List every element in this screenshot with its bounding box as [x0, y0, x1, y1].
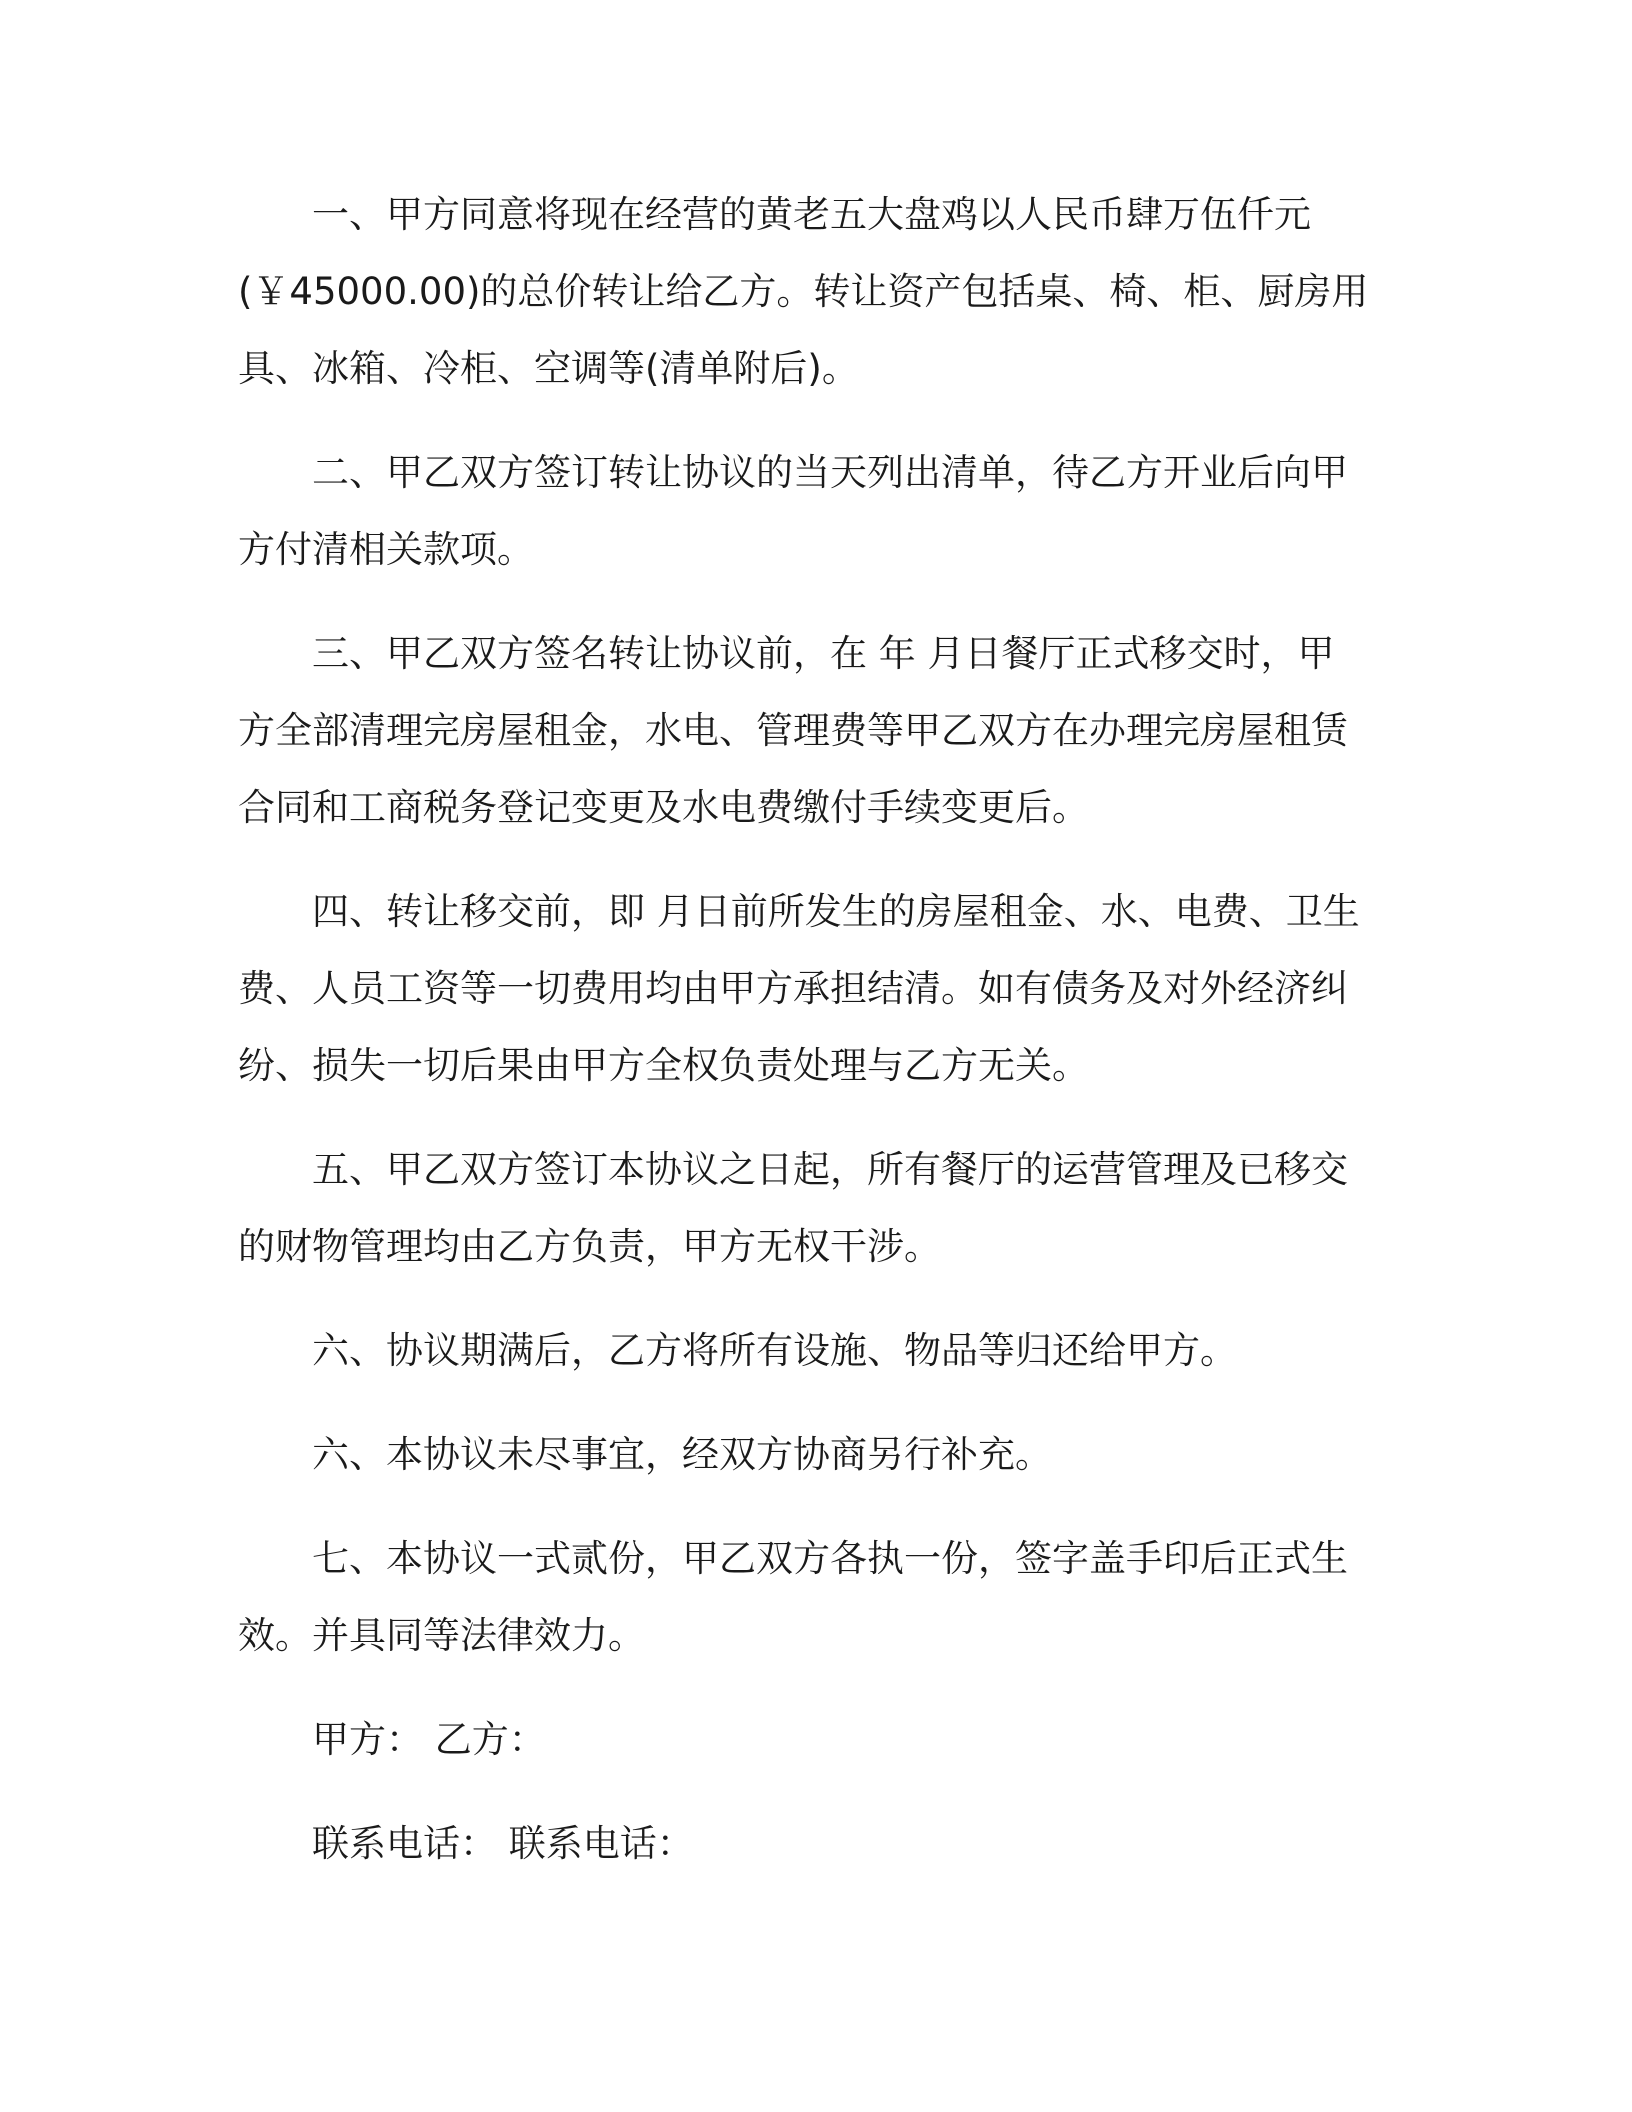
- clause-line: 费、人员工资等一切费用均由甲方承担结清。如有债务及对外经济纠: [238, 967, 1348, 1010]
- clause-line: (￥45000.00)的总价转让给乙方。转让资产包括桌、椅、柜、厨房用: [238, 270, 1369, 313]
- clause-line: 方付清相关款项。: [238, 528, 534, 571]
- clause-line: 二、甲乙双方签订转让协议的当天列出清单，待乙方开业后向甲: [312, 451, 1348, 494]
- clause-line: 五、甲乙双方签订本协议之日起，所有餐厅的运营管理及已移交: [312, 1148, 1348, 1191]
- document-body: [238, 176, 1392, 1909]
- clause-4: [238, 873, 1392, 1104]
- clause-line: 具、冰箱、冷柜、空调等(清单附后)。: [238, 347, 859, 390]
- clause-line: 三、甲乙双方签名转让协议前，在 年 月日餐厅正式移交时，甲: [312, 632, 1335, 675]
- clause-line: 合同和工商税务登记变更及水电费缴付手续变更后。: [238, 786, 1089, 829]
- clause-1: [238, 176, 1392, 407]
- clause-line: 四、转让移交前，即 月日前所发生的房屋租金、水、电费、卫生: [312, 890, 1360, 933]
- clause-3: [238, 615, 1392, 846]
- clause-line: 效。并具同等法律效力。: [238, 1614, 645, 1657]
- signature-phones-line: 联系电话： 联系电话：: [312, 1822, 694, 1865]
- signature-parties-line: 甲方： 乙方：: [312, 1718, 546, 1761]
- clause-6: [238, 1312, 1392, 1389]
- clause-line: 的财物管理均由乙方负责，甲方无权干涉。: [238, 1225, 941, 1268]
- clause-line: 方全部清理完房屋租金，水电、管理费等甲乙双方在办理完房屋租赁: [238, 709, 1348, 752]
- clause-line: 六、本协议未尽事宜，经双方协商另行补充。: [312, 1433, 1052, 1476]
- clause-7: [238, 1520, 1392, 1674]
- clause-line: 六、协议期满后，乙方将所有设施、物品等归还给甲方。: [312, 1329, 1237, 1372]
- clause-line: 七、本协议一式贰份，甲乙双方各执一份，签字盖手印后正式生: [312, 1537, 1348, 1580]
- clause-line: 纷、损失一切后果由甲方全权负责处理与乙方无关。: [238, 1044, 1089, 1087]
- clause-5: [238, 1131, 1392, 1285]
- clause-2: [238, 434, 1392, 588]
- clause-6b: [238, 1416, 1392, 1493]
- signature-parties: [238, 1701, 1392, 1778]
- clause-line: 一、甲方同意将现在经营的黄老五大盘鸡以人民币肆万伍仟元: [312, 193, 1311, 236]
- signature-phones: [238, 1805, 1392, 1882]
